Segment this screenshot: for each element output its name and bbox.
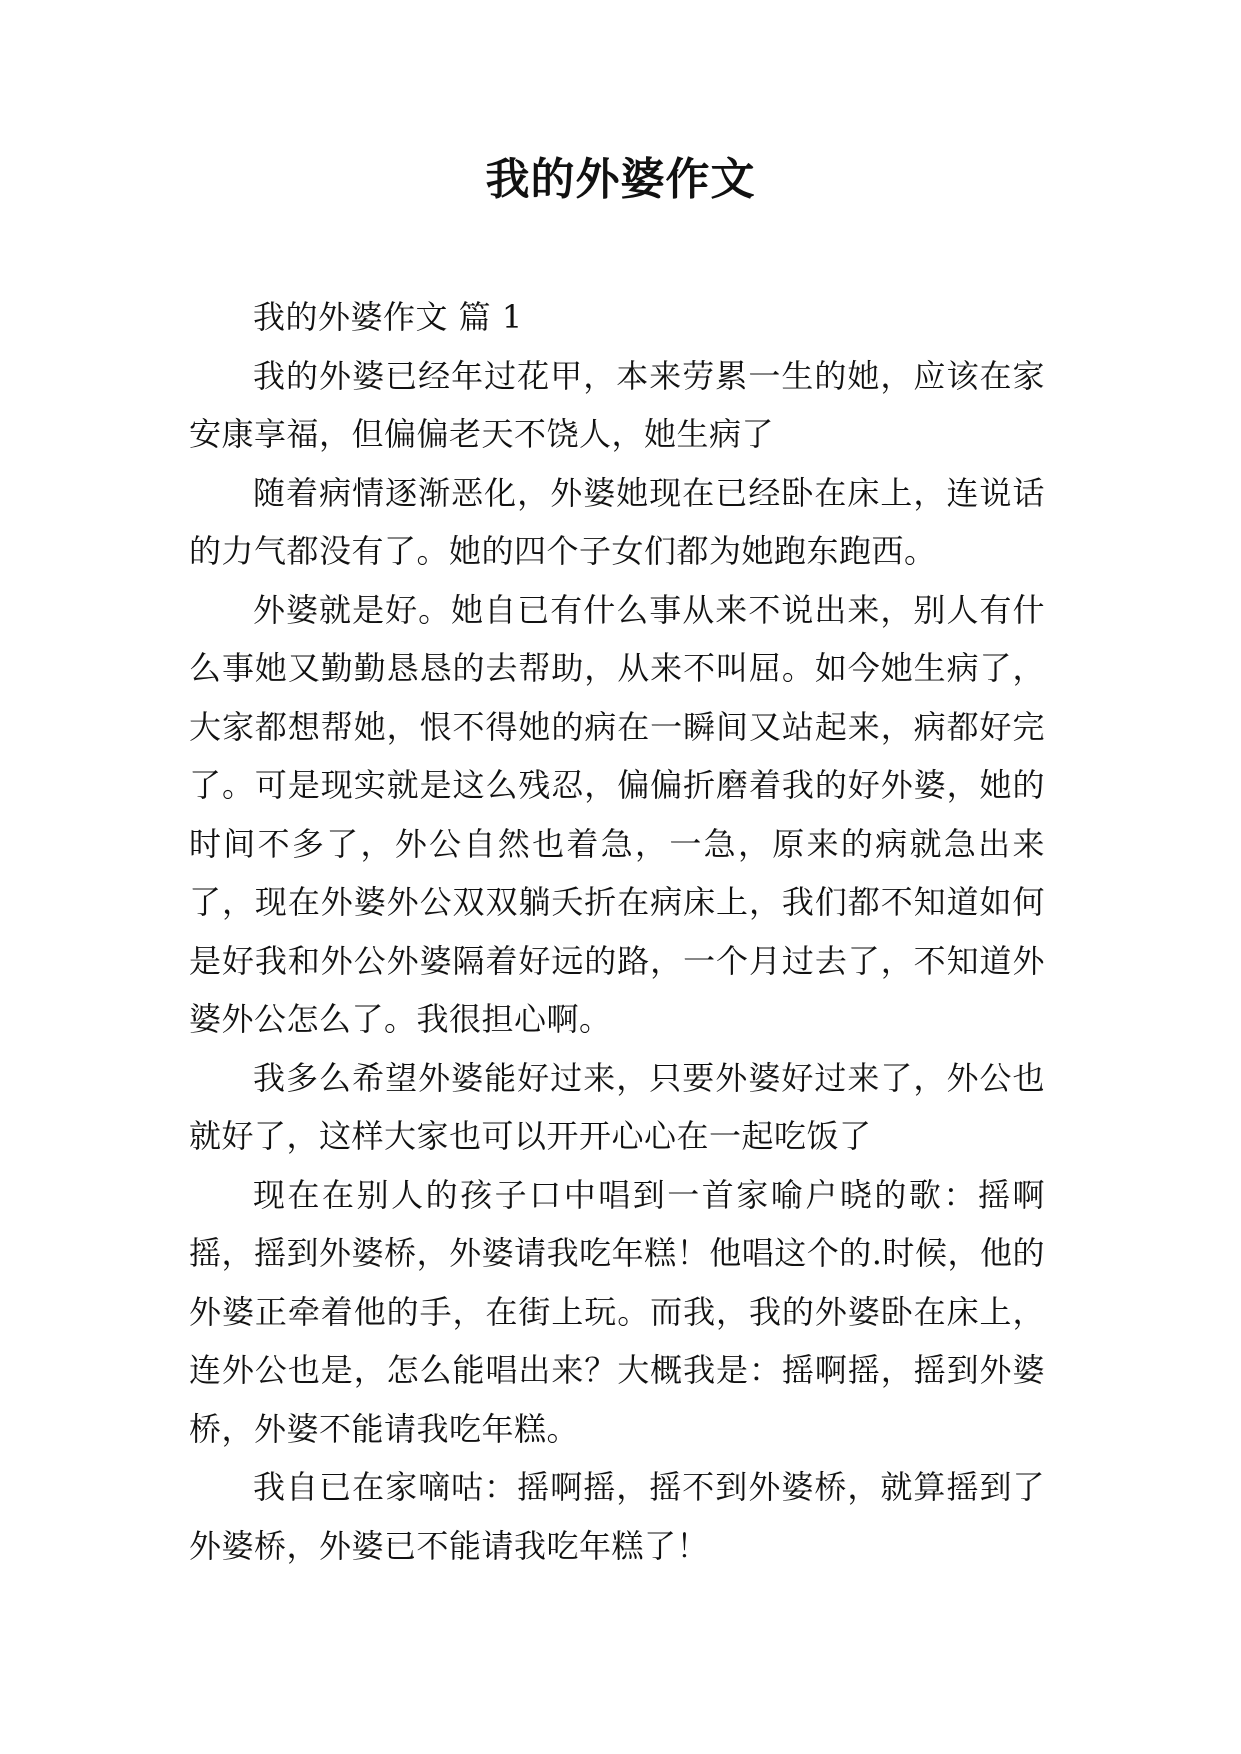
section-heading: 我的外婆作文 篇 1 bbox=[253, 298, 523, 336]
paragraph-5: 现在在别人的孩子口中唱到一首家喻户晓的歌：摇啊摇，摇到外婆桥，外婆请我吃年糕！他唱这个的.时候，他的外婆正牵着他的手，在街上玩。而我，我的外婆卧在床上，连外公也是，怎么能唱出来？大概我是：摇啊摇，摇到外婆桥，外婆不能请我吃年糕。 bbox=[189, 1175, 1045, 1448]
document-title: 我的外婆作文 bbox=[485, 154, 756, 205]
document-body bbox=[189, 288, 1045, 1575]
paragraph-1: 我的外婆已经年过花甲，本来劳累一生的她，应该在家安康享福，但偏偏老天不饶人，她生病了 bbox=[189, 356, 1045, 453]
paragraph-4: 我多么希望外婆能好过来，只要外婆好过来了，外公也就好了，这样大家也可以开开心心在一起吃饭了 bbox=[189, 1058, 1045, 1155]
paragraph-2: 随着病情逐渐恶化，外婆她现在已经卧在床上，连说话的力气都没有了。她的四个子女们都为她跑东跑西。 bbox=[189, 473, 1045, 570]
paragraph-3: 外婆就是好。她自已有什么事从来不说出来，别人有什么事她又勤勤恳恳的去帮助，从来不叫屈。如今她生病了，大家都想帮她，恨不得她的病在一瞬间又站起来，病都好完了。可是现实就是这么残忍，偏偏折磨着我的好外婆，她的时间不多了，外公自然也着急，一急，原来的病就急出来了，现在外婆外公双双躺夭折在病床上，我们都不知道如何是好我和外公外婆隔着好远的路，一个月过去了，不知道外婆外公怎么了。我很担心啊。 bbox=[189, 590, 1045, 1038]
paragraph-6: 我自已在家嘀咕：摇啊摇，摇不到外婆桥，就算摇到了外婆桥，外婆已不能请我吃年糕了！ bbox=[189, 1468, 1045, 1565]
